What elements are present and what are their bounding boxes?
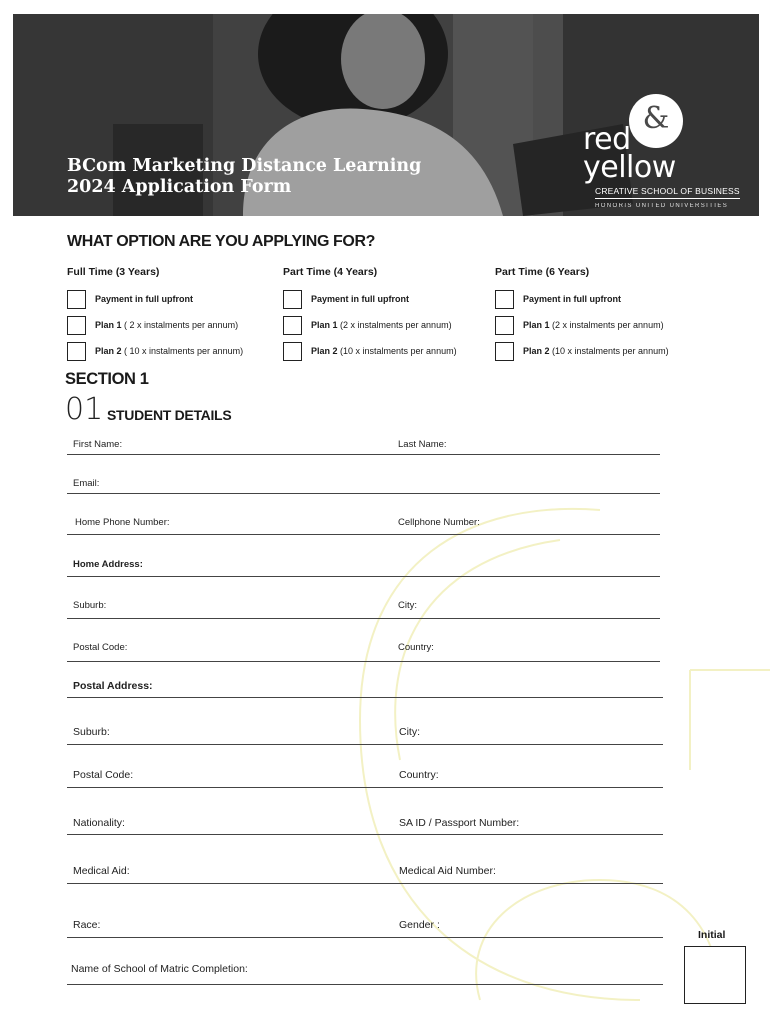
last-name-label: Last Name: (398, 439, 447, 450)
section-number: 01 (65, 392, 104, 427)
option-part-time-6-plan1[interactable] (495, 312, 669, 338)
postal-postal-code-label: Postal Code: (73, 769, 134, 781)
home-address-label: Home Address: (73, 559, 143, 570)
option-column-title: Full Time (3 Years) (67, 266, 160, 278)
checkbox[interactable] (67, 290, 86, 309)
initial-label: Initial (698, 929, 726, 941)
postal-country-field-line[interactable] (67, 661, 660, 662)
banner-title (67, 156, 421, 198)
logo-partner: HONORIS UNITED UNIVERSITIES (595, 203, 729, 209)
medical-aid-number-label: Medical Aid Number: (399, 865, 496, 877)
checkbox[interactable] (67, 342, 86, 361)
logo-word-yellow: yellow (583, 150, 676, 185)
option-label: Payment in full upfront (523, 294, 621, 304)
option-full-time-plan2[interactable] (67, 338, 243, 364)
suburb-city-field-line[interactable] (67, 618, 660, 619)
postal-suburb-city-field-line[interactable] (67, 744, 663, 745)
cellphone-label: Cellphone Number: (398, 517, 480, 528)
option-column-part-time-6 (495, 266, 669, 364)
first-last-name-field-line[interactable] (67, 454, 660, 455)
postal-city-label: City: (399, 726, 420, 738)
gender-label: Gender : (399, 919, 440, 931)
option-column-title: Part Time (6 Years) (495, 266, 590, 278)
city-label: City: (398, 600, 417, 611)
checkbox[interactable] (495, 290, 514, 309)
matric-school-field-line[interactable] (67, 984, 663, 985)
medical-aid-label: Medical Aid: (73, 865, 130, 877)
checkbox[interactable] (283, 290, 302, 309)
matric-school-label: Name of School of Matric Completion: (71, 963, 248, 975)
option-label: Payment in full upfront (95, 294, 193, 304)
checkbox[interactable] (283, 316, 302, 335)
option-column-part-time-4 (283, 266, 457, 364)
race-gender-field-line[interactable] (67, 937, 663, 938)
option-part-time-6-upfront[interactable] (495, 286, 669, 312)
postal-suburb-label: Suburb: (73, 726, 110, 738)
home-phone-label: Home Phone Number: (75, 517, 170, 528)
logo-tagline: CREATIVE SCHOOL OF BUSINESS (595, 186, 740, 199)
section-title: STUDENT DETAILS (107, 407, 232, 423)
nationality-label: Nationality: (73, 817, 125, 829)
option-column-full-time (67, 266, 243, 364)
option-column-title: Part Time (4 Years) (283, 266, 378, 278)
suburb-label: Suburb: (73, 600, 107, 611)
options-heading: WHAT OPTION ARE YOU APPLYING FOR? (67, 233, 376, 250)
postal-address-field-line[interactable] (67, 697, 663, 698)
race-label: Race: (73, 919, 101, 931)
option-full-time-plan1[interactable] (67, 312, 243, 338)
option-label: Plan 2 ( 10 x instalments per annum) (95, 346, 244, 356)
option-part-time-4-plan2[interactable] (283, 338, 457, 364)
first-name-label: First Name: (73, 439, 123, 450)
header-banner (13, 14, 759, 216)
postal-code-country-field-line[interactable] (67, 787, 663, 788)
medical-aid-field-line[interactable] (67, 883, 663, 884)
red-and-yellow-logo (583, 94, 753, 214)
banner-title-line1: BCom Marketing Distance Learning (67, 156, 422, 176)
checkbox[interactable] (283, 342, 302, 361)
sa-id-passport-label: SA ID / Passport Number: (399, 817, 520, 829)
option-part-time-6-plan2[interactable] (495, 338, 669, 364)
initial-box[interactable] (684, 946, 746, 1004)
checkbox[interactable] (495, 316, 514, 335)
country-label: Country: (398, 642, 434, 653)
postal-address-label: Postal Address: (73, 680, 153, 692)
phone-field-line[interactable] (67, 534, 660, 535)
option-label: Plan 1 (2 x instalments per annum) (523, 320, 664, 330)
option-full-time-upfront[interactable] (67, 286, 243, 312)
option-label: Plan 2 (10 x instalments per annum) (311, 346, 457, 356)
postal-country-label: Country: (399, 769, 439, 781)
logo-ampersand-icon: & (629, 94, 683, 148)
checkbox[interactable] (495, 342, 514, 361)
option-label: Plan 1 ( 2 x instalments per annum) (95, 320, 239, 330)
banner-title-line2: 2024 Application Form (67, 177, 292, 197)
checkbox[interactable] (67, 316, 86, 335)
option-label: Plan 1 (2 x instalments per annum) (311, 320, 452, 330)
nationality-id-field-line[interactable] (67, 834, 663, 835)
section-heading: SECTION 1 (65, 370, 149, 388)
option-label: Payment in full upfront (311, 294, 409, 304)
logo-word-red: red (583, 122, 631, 157)
option-part-time-4-plan1[interactable] (283, 312, 457, 338)
email-field-line[interactable] (67, 493, 660, 494)
email-label: Email: (73, 478, 100, 489)
option-label: Plan 2 (10 x instalments per annum) (523, 346, 669, 356)
home-address-field-line[interactable] (67, 576, 660, 577)
postal-code-label: Postal Code: (73, 642, 128, 653)
option-part-time-4-upfront[interactable] (283, 286, 457, 312)
